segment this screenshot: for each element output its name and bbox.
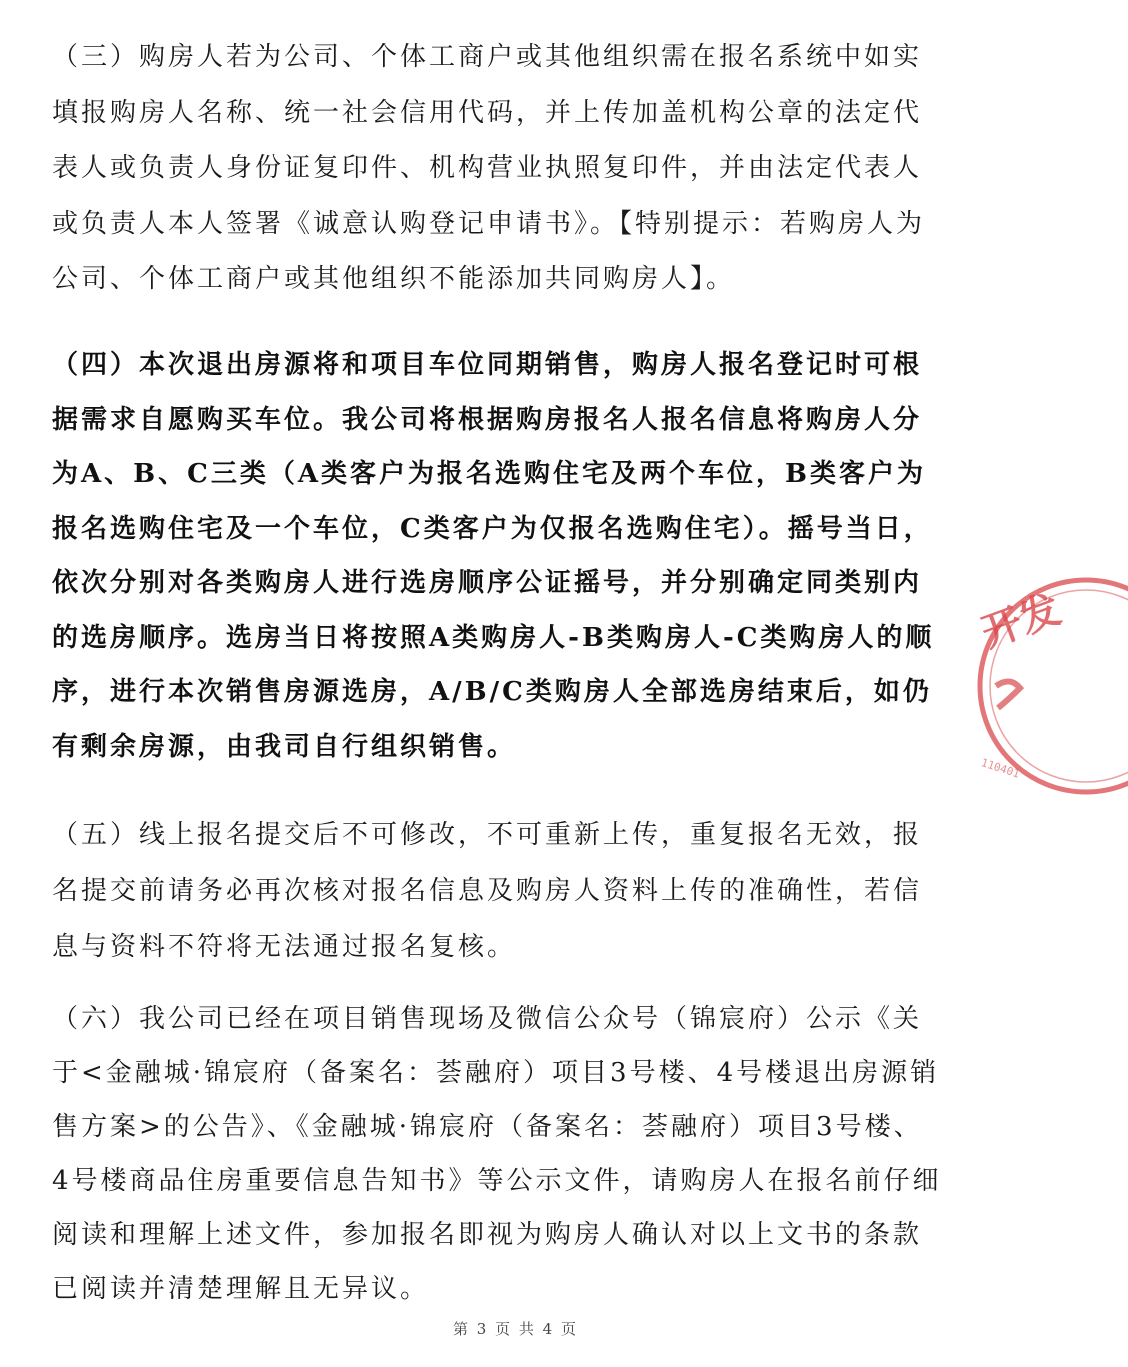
clause-five-paragraph: （五）线上报名提交后不可修改，不可重新上传，重复报名无效，报名提交前请务必再次核对报名信息及购房人资料上传的准确性，若信息与资料不符将无法通过报名复核。 (52, 820, 923, 962)
clause-three-paragraph: （三）购房人若为公司、个体工商户或其他组织需在报名系统中如实填报购房人名称、统一社会信用代码，并上传加盖机构公章的法定代表人或负责人身份证复印件、机构营业执照复印件，并由法定代表人或负责人本人签署《诚意认购登记申请书》。【特别提示：若购房人为公司、个体工商户或其他组织不能添加共同购房人】。 (52, 42, 926, 294)
company-seal-stamp (968, 568, 1128, 798)
clause-four-paragraph: （四）本次退出房源将和项目车位同期销售，购房人报名登记时可根据需求自愿购买车位。我公司将根据购房报名人报名信息将购房人分为A、B、C三类（A类客户为报名选购住宅及两个车位，B类客户为报名选购住宅及一个车位，C类客户为仅报名选购住宅）。摇号当日，依次分别对各类购房人进行选房顺序公证摇号，并分别确定同类别内的选房顺序。选房当日将按照A类购房人-B类购房人-C类购房人的顺序，进行本次销售房源选房，A/B/C类购房人全部选房结束后，如仍有剩余房源，由我司自行组织销售。 (52, 350, 935, 762)
seal-number-fragment: 110401 (979, 756, 1022, 781)
page-number-footer: 第 3 页 共 4 页 (453, 1320, 578, 1338)
clause-six-paragraph: （六）我公司已经在项目销售现场及微信公众号（锦宸府）公示《关于<金融城·锦宸府（备案名：荟融府）项目3号楼、4号楼退出房源销售方案>的公告》、《金融城·锦宸府（备案名：荟融府）项目3号楼、4号楼商品住房重要信息告知书》等公示文件，请购房人在报名前仔细阅读和理解上述文件，参加报名即视为购房人确认对以上文书的条款已阅读并清楚理解且无异议。 (52, 1004, 942, 1304)
seal-text-fragment: 开发 (975, 585, 1067, 657)
